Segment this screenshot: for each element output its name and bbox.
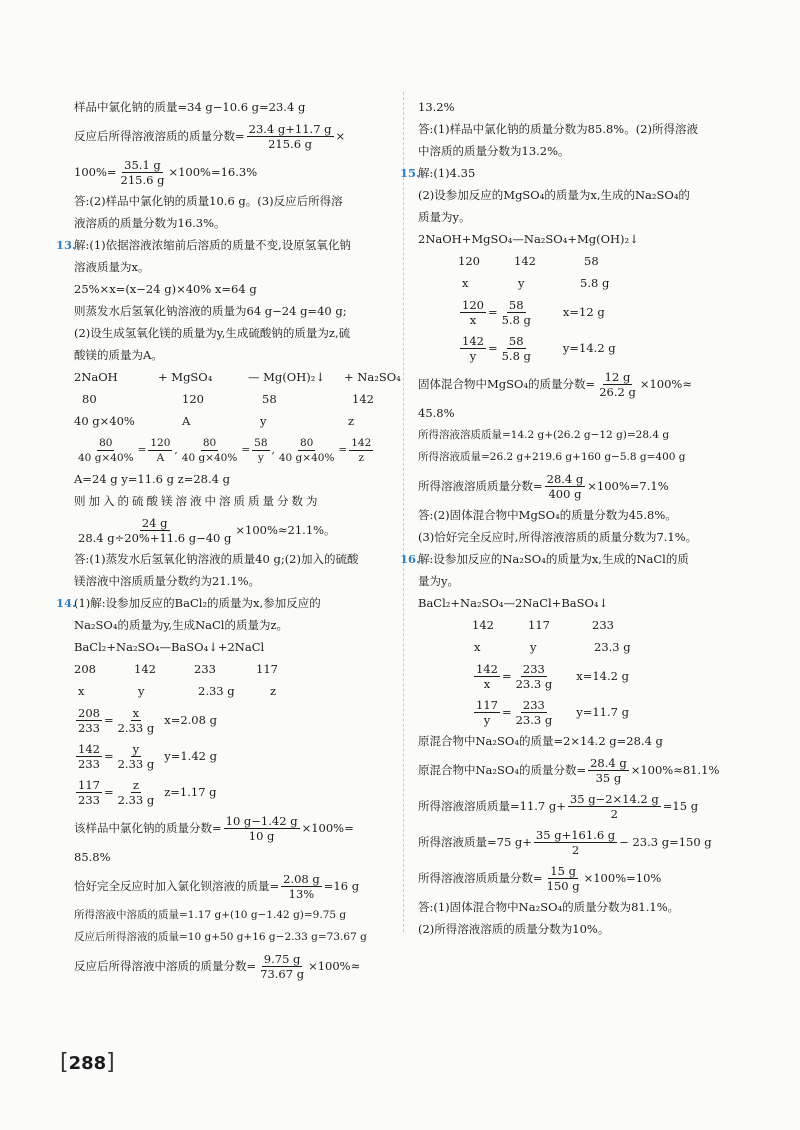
eq-term: y [260,414,267,428]
numerator: 10 g−1.42 g [225,813,298,828]
eq-term: 117 [528,618,550,632]
result: y=11.7 g [576,705,629,719]
page-number: [288] [60,1050,115,1075]
result: y=1.42 g [164,749,217,763]
denominator: 26.2 g [599,384,636,399]
answer-line: 答:(2)固体混合物中MgSO₄的质量分数为45.8%。 [418,508,677,522]
eq-term: y [530,640,537,654]
eq-term: 208 [74,662,96,676]
result: x=2.08 g [164,713,217,727]
eq-term: 117 [256,662,278,676]
eq-term: + MgSO₄ [158,370,213,384]
text-line: A=24 g y=11.6 g z=28.4 g [74,472,230,486]
text-fragment: (1)解:设参加反应的BaCl₂的质量为x,参加反应的 [74,596,321,610]
formula-line [74,512,392,548]
fraction [460,334,486,363]
denominator: 233 [78,792,100,807]
text-fragment: 恰好完全反应时加入氯化钡溶液的质量= [74,879,280,893]
numerator: 142 [462,333,484,348]
formula-line [418,468,748,504]
numerator: 120 [462,297,484,312]
eq-term: 23.3 g [594,640,631,654]
given-row [74,410,392,432]
eq-term: 2NaOH [74,370,118,384]
eq-term: 58 [262,392,277,406]
answer-line: 镁溶液中溶质质量分数约为21.1%。 [74,574,261,588]
text-line: 85.8% [74,850,111,864]
denominator: 150 g [546,878,580,893]
eq-term: — Mg(OH)₂↓ [248,370,325,384]
molar-mass-row [418,250,748,272]
denominator: 400 g [548,486,582,501]
fraction [349,436,373,465]
answer-line: 答:(1)样品中氯化钠的质量分数为85.8%。(2)所得溶液 [418,122,698,136]
fraction [224,814,300,843]
fraction [258,952,306,981]
fraction [252,436,269,465]
eq-term: y [138,684,145,698]
text-line: 所得溶液溶质质量=14.2 g+(26.2 g−12 g)=28.4 g [418,429,670,441]
proportion-line: $\frac{142}{233}$ = $\frac{y}{2.33 g}$ y=1.42 g [78,741,217,771]
numerator: 2.08 g [283,871,320,886]
question-number: 16. [400,552,421,566]
numerator: 208 [78,705,100,720]
numerator: 120 [150,436,171,449]
eq-term: A [182,414,191,428]
text-line: 所得溶液质量=26.2 g+219.6 g+160 g−5.8 g=400 g [418,451,686,463]
text-fragment: ×100%≈21.1%。 [235,523,336,537]
text-fragment: =15 g [662,799,699,813]
fraction [148,436,172,465]
numerator: z [132,777,139,792]
numerator: 12 g [604,369,631,384]
given-row [418,272,748,294]
text-line: 反应后所得溶液的质量=10 g+50 g+16 g−2.33 g=73.67 g [74,931,367,943]
text-fragment: 反应后所得溶液中溶质的质量分数= [74,959,257,973]
fraction [76,742,102,771]
eq-term: x [474,640,481,654]
left-column [56,96,401,984]
answer-line: (3)恰好完全反应时,所得溶液溶质的质量分数为7.1%。 [418,530,698,544]
text-fragment: 所得溶液质量=75 g+ [418,835,532,849]
text-line: 原混合物中Na₂SO₄的质量=2×14.2 g=28.4 g [418,734,663,748]
given-row [418,636,748,658]
text-fragment: ×100%= [301,821,354,835]
proportion-line: $\frac{208}{233}$ = $\frac{x}{2.33 g}$ x=2.08 g [78,705,217,735]
denominator: y [257,451,264,464]
page-number-value: 288 [68,1053,107,1074]
fraction [116,742,157,771]
denominator: 28.4 g÷20%+11.6 g−40 g [78,530,232,545]
answer-line: 中溶质的质量分数为13.2%。 [418,144,570,158]
result: x=12 g [562,305,605,319]
formula-line [418,860,748,896]
eq-term: 142 [472,618,494,632]
text-fragment: ×100%=10% [583,871,662,885]
text-line: 质量为y。 [418,210,471,224]
denominator: x [483,676,491,691]
eq-term: 40 g×40% [74,414,135,428]
eq-term: x [78,684,85,698]
answer-line: 答:(2)样品中氯化钠的质量10.6 g。(3)反应后所得溶 [74,194,343,208]
eq-term: 142 [352,392,374,406]
text-fragment: ×100%≈81.1% [630,763,720,777]
denominator: 215.6 g [120,172,165,187]
eq-term: 120 [182,392,204,406]
chemical-equation: BaCl₂+Na₂SO₄—BaSO₄↓+2NaCl [74,640,265,654]
text-line: 13.2% [418,100,455,114]
fraction [247,122,334,151]
text-line: Na₂SO₄的质量为y,生成NaCl的质量为z。 [74,618,289,632]
fraction [277,436,337,465]
text-line: 所得溶液中溶质的质量=1.17 g+(10 g−1.42 g)=9.75 g [74,909,347,921]
question-15-start [400,162,748,184]
denominator: 23.3 g [515,712,553,727]
text-fragment: 反应后所得溶液溶质的质量分数= [74,129,245,143]
text-fragment: 所得溶液溶质质量分数= [418,871,543,885]
text-line: (2)设参加反应的MgSO₄的质量为x,生成的Na₂SO₄的 [418,188,690,202]
denominator: 233 [78,756,100,771]
proportion-line: $\frac{120}{x}$ = $\frac{58}{5.8 g}$ x=12 g [462,297,605,327]
denominator: 5.8 g [501,312,531,327]
text-fragment: 解:设参加反应的Na₂SO₄的质量为x,生成的NaCl的质 [418,552,689,566]
eq-term: + Na₂SO₄ [344,370,401,384]
numerator: 23.4 g+11.7 g [248,121,332,136]
question-16-start [400,548,748,570]
formula-line [418,752,748,788]
text-line: 则加入的硫酸镁溶液中溶质质量分数为 [74,494,321,508]
eq-term: 142 [514,254,536,268]
denominator: y [469,348,477,363]
numerator: 35.1 g [124,157,161,172]
numerator: 15 g [550,863,576,878]
right-column [400,96,748,940]
fraction [76,436,136,465]
text-line: 45.8% [418,406,455,420]
numerator: 28.4 g [546,471,584,486]
denominator: 2 [571,842,580,857]
eq-term: 142 [134,662,156,676]
question-14-start [56,592,392,614]
question-13-start [56,234,392,256]
fraction [119,158,167,187]
numerator: 233 [522,697,545,712]
text-line: 则蒸发水后氢氧化钠溶液的质量为64 g−24 g=40 g; [74,304,347,318]
formula-line [74,868,392,904]
text-fragment: × [335,129,346,143]
result: x=14.2 g [576,669,629,683]
eq-term: 2.33 g [198,684,235,698]
ratio-line: $\frac{80}{40 g\times 40\%}$ = $\frac{120}{A}$ , $\frac{80}{40 g\times 40\%}$ = $\frac{58}{y}$ , $\frac{80}{40 g\times 40\%}$ = $\frac{142}{z}$ [78,436,372,464]
fraction [534,828,617,857]
numerator: 117 [78,777,100,792]
answer-line: 答:(1)蒸发水后氢氧化钠溶液的质量40 g;(2)加入的硫酸 [74,552,359,566]
denominator: 40 g×40% [78,451,134,464]
result: y=14.2 g [562,341,616,355]
numerator: x [132,705,140,720]
numerator: 58 [508,297,524,312]
text-fragment: ×100%≈ [308,959,361,973]
fraction [514,662,555,691]
answer-line: 答:(1)固体混合物中Na₂SO₄的质量分数为81.1%。 [418,900,680,914]
fraction [474,698,500,727]
eq-term: 58 [584,254,599,268]
text-fragment: ×100%=7.1% [587,479,669,493]
fraction [76,516,233,545]
fraction [500,298,533,327]
eq-term: 233 [194,662,216,676]
eq-term: y [518,276,525,290]
fraction [568,792,661,821]
text-fragment: ×100%≈ [639,377,692,391]
numerator: 117 [476,697,498,712]
numerator: 142 [476,661,498,676]
answer-line: (2)所得溶液溶质的质量分数为10%。 [418,922,610,936]
text-line: 溶液质量为x。 [74,260,150,274]
denominator: 40 g×40% [181,451,238,464]
eq-term: z [270,684,277,698]
text-fragment: 解:(1)依据溶液浓缩前后溶质的质量不变,设原氢氧化钠 [74,238,351,252]
numerator: 80 [299,436,314,449]
eq-term: 120 [458,254,480,268]
text-fragment: 原混合物中Na₂SO₄的质量分数= [418,763,587,777]
formula-line [74,118,392,154]
chemical-equation [74,366,401,388]
proportion-line: $\frac{117}{233}$ = $\frac{z}{2.33 g}$ z=1.17 g [78,777,217,807]
column-divider [403,92,404,932]
denominator: x [469,312,477,327]
given-row [74,680,392,702]
denominator: 233 [78,720,100,735]
numerator: 58 [508,333,524,348]
numerator: 80 [202,436,217,449]
formula-line [418,788,748,824]
chemical-equation: 2NaOH+MgSO₄—Na₂SO₄+Mg(OH)₂↓ [418,232,639,246]
numerator: 142 [351,436,372,449]
fraction [514,698,555,727]
fraction [474,662,500,691]
text-line: 量为y。 [418,574,459,588]
text-fragment: ×100%=16.3% [168,165,258,179]
numerator: y [132,741,140,756]
text-fragment: 解:(1)4.35 [418,166,476,180]
numerator: 80 [99,436,113,449]
text-fragment: − 23.3 g=150 g [619,835,712,849]
fraction [500,334,533,363]
numerator: 9.75 g [263,951,301,966]
formula-line [74,948,392,984]
text-line: 酸镁的质量为A。 [74,348,163,362]
formula-line [418,824,748,860]
fraction [545,864,582,893]
denominator: y [483,712,491,727]
question-number: 13. [56,238,77,252]
denominator: 2.33 g [117,720,155,735]
fraction [116,706,157,735]
denominator: 10 g [248,828,275,843]
denominator: 23.3 g [515,676,553,691]
formula-line [418,366,748,402]
proportion-line: $\frac{142}{y}$ = $\frac{58}{5.8 g}$ y=14.2 g [462,333,616,363]
result: z=1.17 g [164,785,217,799]
denominator: 2.33 g [117,792,155,807]
answer-line: 液溶质的质量分数为16.3%。 [74,216,226,230]
text-fragment: 100%= [74,165,117,179]
denominator: z [358,451,365,464]
fraction [588,756,629,785]
proportion-line: $\frac{117}{y}$ = $\frac{233}{23.3 g}$ y=11.7 g [476,697,629,727]
text-fragment: 固体混合物中MgSO₄的质量分数= [418,377,596,391]
eq-term: 5.8 g [580,276,610,290]
text-line: 样品中氯化钠的质量=34 g−10.6 g=23.4 g [74,100,306,114]
fraction [180,436,240,465]
eq-term: 233 [592,618,614,632]
numerator: 35 g+161.6 g [535,827,616,842]
numerator: 233 [522,661,545,676]
denominator: 5.8 g [501,348,531,363]
numerator: 24 g [141,515,168,530]
denominator: 40 g×40% [278,451,335,464]
question-number: 15. [400,166,421,180]
formula-line [74,154,392,190]
text-line: 25%×x=(x−24 g)×40% x=64 g [74,282,257,296]
fraction [76,778,102,807]
fraction [116,778,157,807]
molar-mass-row [418,614,748,636]
fraction [76,706,102,735]
denominator: 73.67 g [260,966,305,981]
numerator: 28.4 g [590,755,627,770]
denominator: 2 [610,806,618,821]
fraction [597,370,638,399]
numerator: 35 g−2×14.2 g [569,791,659,806]
denominator: 35 g [595,770,622,785]
top-margin [0,0,800,80]
formula-line [74,810,392,846]
denominator: 215.6 g [268,136,313,151]
denominator: 2.33 g [117,756,155,771]
eq-term: z [348,414,355,428]
text-fragment: =16 g [323,879,360,893]
fraction [281,872,322,901]
text-fragment: 所得溶液溶质质量=11.7 g+ [418,799,566,813]
eq-term: x [462,276,469,290]
chemical-equation: BaCl₂+Na₂SO₄—2NaCl+BaSO₄↓ [418,596,609,610]
eq-term: 80 [82,392,97,406]
proportion-line: $\frac{142}{x}$ = $\frac{233}{23.3 g}$ x=14.2 g [476,661,629,691]
numerator: 142 [78,741,100,756]
text-fragment: 该样品中氯化钠的质量分数= [74,821,222,835]
fraction [545,472,586,501]
molar-mass-row [74,658,392,680]
fraction [460,298,486,327]
question-number: 14. [56,596,77,610]
text-fragment: 所得溶液溶质质量分数= [418,479,543,493]
numerator: 58 [254,436,268,449]
molar-mass-row [74,388,392,410]
text-line: (2)设生成氢氧化镁的质量为y,生成硫酸钠的质量为z,硫 [74,326,351,340]
denominator: 13% [288,886,315,901]
denominator: A [156,451,165,464]
